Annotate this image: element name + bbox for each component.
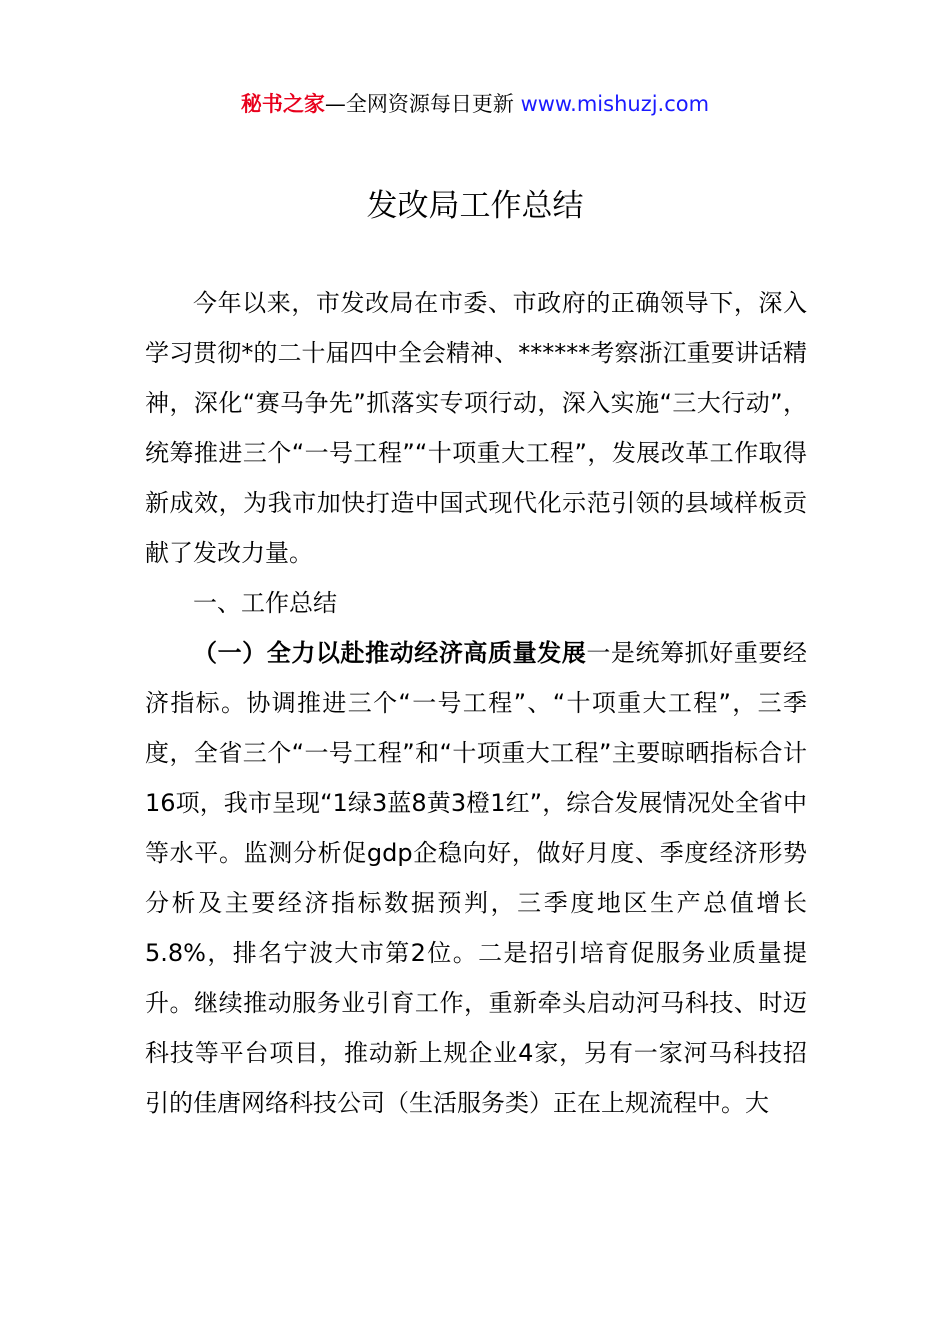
- site-url-link[interactable]: www.mishuzj.com: [520, 92, 710, 116]
- subsection-heading: （一）全力以赴推动经济高质量发展: [193, 639, 587, 667]
- subsection-paragraph: [145, 628, 807, 1128]
- document-body: [145, 278, 807, 1128]
- site-brand: 秘书之家: [240, 92, 325, 116]
- intro-paragraph: 今年以来，市发改局在市委、市政府的正确领导下，深入学习贯彻*的二十届四中全会精神、******考察浙江重要讲话精神，深化“赛马争先”抓落实专项行动，深入实施“三大行动”，统筹推进三个“一号工程”“十项重大工程”，发展改革工作取得新成效，为我市加快打造中国式现代化示范引领的县域样板贡献了发改力量。: [145, 289, 807, 567]
- site-header: [0, 86, 950, 122]
- section-heading: 一、工作总结: [193, 589, 337, 617]
- site-slogan: —全网资源每日更新: [324, 92, 521, 116]
- document-title: 发改局工作总结: [366, 188, 584, 224]
- subsection-body: 一是统筹抓好重要经济指标。协调推进三个“一号工程”、“十项重大工程”，三季度，全省三个“一号工程”和“十项重大工程”主要晾晒指标合计16项，我市呈现“1绿3蓝8黄3橙1红”，综合发展情况处全省中等水平。监测分析促gdp企稳向好，做好月度、季度经济形势分析及主要经济指标数据预判，三季度地区生产总值增长5.8%，排名宁波大市第2位。二是招引培育促服务业质量提升。继续推动服务业引育工作，重新牵头启动河马科技、时迈科技等平台项目，推动新上规企业4家，另有一家河马科技招引的佳唐网络科技公司（生活服务类）正在上规流程中。大: [145, 639, 808, 1117]
